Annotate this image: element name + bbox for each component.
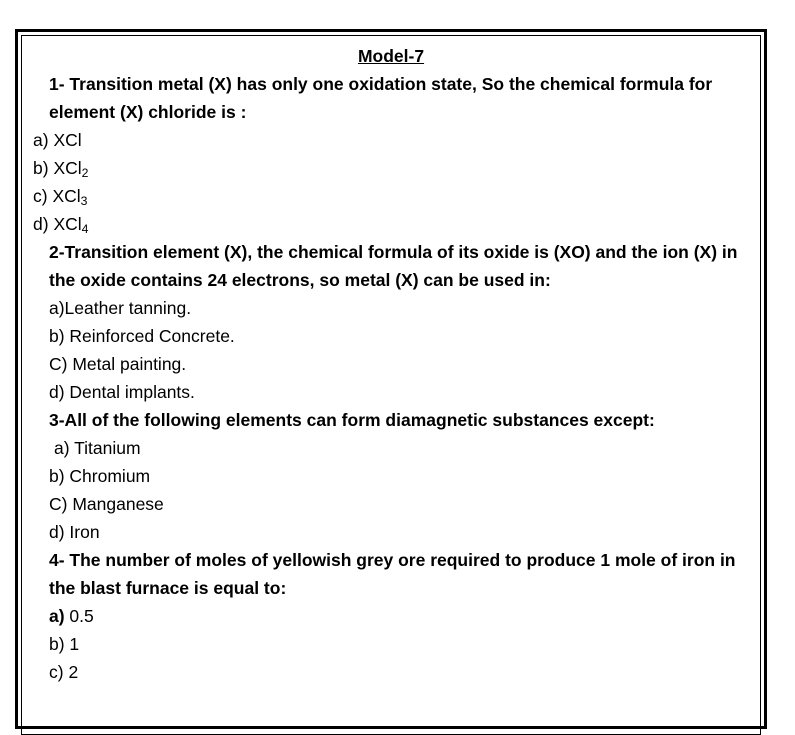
question-1-text-cont: element (X) chloride is :	[49, 102, 247, 122]
question-4-option-c: c) 2	[49, 662, 79, 682]
question-2-text: 2-Transition element (X), the chemical formula of its oxide is (XO) and the ion (X) in	[49, 242, 738, 262]
page-title: Model-7	[357, 46, 425, 66]
question-2-option-c: C) Metal painting.	[49, 354, 187, 374]
question-4-text: 4- The number of moles of yellowish grey ore required to produce 1 mole of iron in	[49, 550, 736, 570]
question-1-option-b: b) XCl$_2$	[33, 158, 89, 181]
question-4-option-a: a) 0.5	[49, 606, 94, 626]
question-2-text-cont: the oxide contains 24 electrons, so metal (X) can be used in:	[49, 270, 551, 290]
question-3-option-d: d) Iron	[49, 522, 100, 542]
question-3-option-b: b) Chromium	[49, 466, 151, 486]
question-3-option-c: C) Manganese	[49, 494, 164, 514]
question-4-option-b: b) 1	[49, 634, 80, 654]
exam-content	[21, 42, 761, 686]
question-2-option-b: b) Reinforced Concrete.	[49, 326, 235, 346]
question-2-option-d: d) Dental implants.	[49, 382, 195, 402]
question-1-option-c: c) XCl$_3$	[33, 186, 88, 209]
question-4-text-cont: the blast furnace is equal to:	[49, 578, 287, 598]
question-3-option-a: a) Titanium	[54, 438, 141, 458]
question-3-text: 3-All of the following elements can form diamagnetic substances except:	[49, 410, 655, 430]
question-1-text: 1- Transition metal (X) has only one oxidation state, So the chemical formula for	[49, 74, 713, 94]
question-1-option-a: a) XCl	[33, 130, 82, 150]
question-2-option-a: a)Leather tanning.	[49, 298, 192, 318]
question-1-option-d: d) XCl$_4$	[33, 214, 89, 237]
